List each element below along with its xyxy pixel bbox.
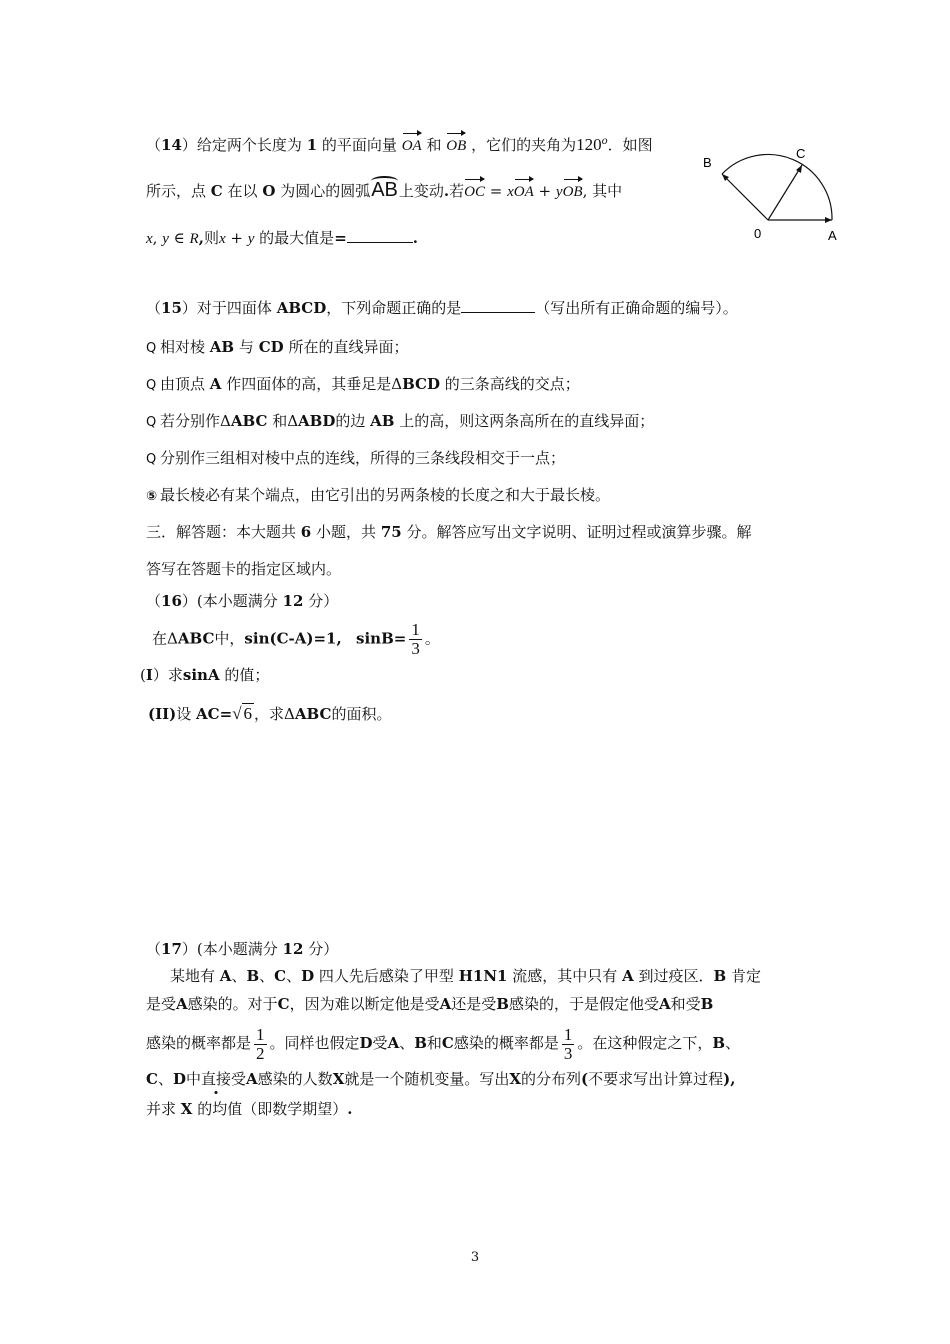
text: 与: [238, 338, 254, 356]
q17-header: [146, 938, 338, 960]
q15-item-4: [146, 447, 565, 469]
text: 的三条高线的交点；: [444, 375, 580, 393]
random-variable-x: X: [180, 1100, 193, 1118]
text: 分别作三组相对棱中点的连线，所得的三条线段相交于一点；: [160, 449, 566, 467]
fraction-one-third: [409, 621, 422, 658]
part-number: I: [145, 666, 153, 684]
comma: ,: [582, 182, 588, 200]
question-number: 15: [161, 299, 182, 317]
label-o: 0: [754, 226, 762, 241]
text: 。同样也假定: [269, 1034, 360, 1052]
person-c: C: [274, 967, 287, 985]
answer-blank[interactable]: [347, 228, 413, 243]
text: 作四面体的高，其垂足是: [226, 375, 392, 393]
text: ）求: [152, 666, 183, 684]
edge-cd: CD: [258, 338, 284, 356]
q16-part1: [140, 664, 269, 686]
numerator: 1: [256, 1024, 265, 1044]
q17-line5: [146, 1098, 352, 1120]
text: ）给定两个长度为: [181, 136, 302, 154]
text: 为圆心的圆弧: [280, 182, 371, 200]
triangle-bcd: BCD: [402, 375, 440, 393]
text: 。在这种假定之下，: [577, 1034, 713, 1052]
segment-ob: [722, 174, 768, 220]
number: 1: [306, 136, 318, 154]
text: （: [146, 940, 162, 958]
comma: ,: [152, 229, 163, 247]
person-d: D: [359, 1034, 373, 1052]
person-a: A: [219, 967, 232, 985]
edge-ab: AB: [370, 412, 395, 430]
item-marker: Q: [146, 378, 157, 393]
denominator: 2: [256, 1043, 265, 1063]
text: 其中: [587, 182, 623, 200]
segment-oc: [768, 165, 802, 220]
text: .: [443, 182, 450, 200]
triangle-abc: ABC: [230, 412, 268, 430]
triangle-abc: ABC: [177, 629, 215, 648]
person-c: C: [441, 1034, 454, 1052]
point-a: A: [209, 375, 222, 393]
score: 12: [282, 592, 304, 610]
question-number: 16: [161, 592, 182, 610]
q14-line1: [146, 131, 653, 157]
text: （: [146, 299, 162, 317]
equals: =: [334, 229, 347, 247]
arc-ab-curve: [722, 154, 832, 220]
q15-item-1: [146, 336, 408, 358]
ac-label: AC=: [196, 705, 233, 723]
person-a: A: [659, 995, 671, 1013]
sina: sinA: [182, 666, 220, 684]
vector-oc: OC: [464, 181, 485, 203]
text: 到过疫区．: [638, 967, 714, 985]
text: ）(本小题满分: [181, 592, 278, 610]
text: （写出所有正确命题的编号）。: [535, 299, 738, 317]
text: 、: [286, 967, 302, 985]
person-c: C: [146, 1070, 158, 1088]
q15-item-3: [146, 410, 654, 432]
text: 相对棱: [160, 338, 206, 356]
triangle-symbol: Δ: [220, 412, 231, 430]
item-marker: Q: [146, 415, 157, 430]
text: 感染的概率都是: [146, 1034, 252, 1052]
period: .: [347, 1100, 353, 1118]
text: 、: [259, 967, 275, 985]
paren-open: (: [581, 1070, 589, 1088]
text: 还是受: [451, 995, 497, 1013]
person-b: B: [496, 995, 509, 1013]
var-x: x: [218, 231, 226, 247]
emphasized-word: 直接: [201, 1070, 232, 1088]
text: 和: [272, 412, 288, 430]
text: 的均值（即数学期望）: [197, 1100, 348, 1118]
text: 的最大值是: [254, 229, 335, 247]
q17-line4: [146, 1068, 735, 1090]
edge-ab: AB: [209, 338, 235, 356]
point-c: C: [210, 182, 223, 200]
var-y: y: [555, 184, 563, 200]
text: 、: [231, 967, 247, 985]
text: 三．解答题：本大题共: [146, 523, 297, 541]
person-a: A: [622, 967, 634, 985]
equals: =: [485, 182, 508, 200]
denominator: 3: [411, 639, 420, 658]
text: 感染的，于是假定他受: [508, 995, 659, 1013]
var-x: x: [146, 231, 153, 247]
text: 和: [426, 1034, 442, 1052]
text: 的平面向量: [321, 136, 397, 154]
person-d: D: [172, 1070, 186, 1088]
text: 就是一个随机变量。写出: [344, 1070, 510, 1088]
text: 感染的人数: [257, 1070, 333, 1088]
triangle-symbol: Δ: [391, 375, 403, 393]
person-a: A: [176, 995, 188, 1013]
vector-oa: OA: [402, 135, 422, 157]
plus: +: [225, 229, 248, 247]
item-marker: Q: [146, 452, 157, 467]
vector-oa: OA: [514, 181, 534, 203]
text: 上变动: [398, 182, 444, 200]
text: 受: [231, 1070, 247, 1088]
item-marker: ⑤: [146, 489, 158, 504]
text: 四人先后感染了甲型: [318, 967, 454, 985]
triangle-symbol: Δ: [287, 412, 299, 430]
part-number: (II): [148, 705, 177, 723]
var-y: y: [162, 231, 169, 247]
text: 分）: [308, 940, 339, 958]
question-number: 14: [161, 136, 182, 154]
text: 是受: [146, 995, 177, 1013]
person-a: A: [387, 1034, 400, 1052]
text: 设: [176, 705, 192, 723]
text: 在以: [227, 182, 258, 200]
arrow-a: [825, 217, 832, 223]
numerator: 1: [411, 620, 420, 639]
text: ）对于四面体: [181, 299, 272, 317]
text: 、: [157, 1070, 173, 1088]
section3-line2: 答写在答题卡的指定区域内。: [146, 560, 342, 578]
q16-given: [152, 621, 440, 658]
q15-item-2: [146, 373, 580, 395]
person-b: B: [713, 967, 727, 985]
text: 并求: [146, 1100, 177, 1118]
text: 、: [725, 1034, 741, 1052]
angle-value: 120: [576, 135, 602, 154]
text: 的分布列: [520, 1070, 581, 1088]
text: ，求: [254, 705, 285, 723]
paren-close: ): [723, 1070, 731, 1088]
label-a: A: [828, 228, 837, 243]
label-c: C: [796, 146, 806, 161]
text: ，它们的夹角为: [471, 136, 577, 154]
text: ）(本小题满分: [181, 940, 278, 958]
q15-stem: [146, 297, 738, 319]
q15-item-5: [146, 484, 610, 506]
person-b: B: [414, 1034, 427, 1052]
text: ．如图: [607, 136, 653, 154]
var-y: y: [247, 231, 255, 247]
q16-header: [146, 590, 338, 612]
answer-blank[interactable]: [461, 298, 535, 313]
person-c: C: [277, 995, 290, 1013]
text: 感染的概率都是: [453, 1034, 559, 1052]
section3-line1: [146, 521, 751, 543]
text: 在: [152, 629, 168, 648]
arc-ab: AB: [371, 179, 398, 201]
sqrt-six: √ 6: [232, 704, 253, 723]
text: （: [146, 136, 162, 154]
random-variable-x: X: [509, 1070, 521, 1088]
text: ，因为难以断定他是受: [289, 995, 440, 1013]
person-a: A: [246, 1070, 258, 1088]
text: 分。解答应写出文字说明、证明过程或演算步骤。解: [406, 523, 752, 541]
person-a: A: [439, 995, 452, 1013]
vector-ob: OB: [446, 135, 466, 157]
text: 所在的直线异面；: [288, 338, 409, 356]
text: 中: [185, 1070, 201, 1088]
text: (: [140, 666, 146, 684]
comma: ,: [198, 229, 204, 247]
number: 6: [300, 523, 312, 541]
person-b: B: [712, 1034, 726, 1052]
var-x: x: [507, 184, 514, 200]
text: 由顶点: [160, 375, 206, 393]
set-r: R: [189, 231, 199, 247]
q14-line2: [146, 179, 622, 203]
radicand: 6: [243, 704, 253, 723]
tetrahedron-name: ABCD: [276, 299, 327, 317]
point-o: O: [262, 182, 276, 200]
text: 。: [424, 629, 440, 648]
arrow-c: [796, 165, 802, 173]
page-number: 3: [470, 1250, 480, 1265]
text: 若分别作: [160, 412, 221, 430]
text: 和: [426, 136, 442, 154]
text: 小题，共: [316, 523, 377, 541]
score: 12: [282, 940, 304, 958]
element-of: ∈: [168, 229, 190, 247]
text: 、: [399, 1034, 415, 1052]
label-b: B: [703, 155, 712, 170]
text: 则: [203, 229, 219, 247]
text: 感染的。对于: [187, 995, 278, 1013]
text: 中，: [214, 629, 245, 648]
text: 和受: [670, 995, 701, 1013]
text: 上的高，则这两条高所在的直线异面；: [399, 412, 655, 430]
question-number: 17: [161, 940, 182, 958]
q16-part2: [148, 703, 391, 725]
item-marker: Q: [146, 341, 157, 356]
fraction-one-third: [562, 1026, 575, 1063]
fraction-one-half: [254, 1026, 267, 1063]
sinb-label: sinB=: [356, 629, 407, 648]
numerator: 1: [563, 1024, 573, 1044]
text: 的边: [335, 412, 366, 430]
text: 的面积。: [331, 705, 392, 723]
q17-line1: [170, 965, 761, 987]
triangle-abc: ABC: [294, 705, 332, 723]
text: ，下列命题正确的是: [326, 299, 462, 317]
text: 所示，点: [146, 182, 207, 200]
virus-name: H1N1: [458, 967, 508, 985]
comma: ,: [730, 1070, 736, 1088]
person-b: B: [246, 967, 260, 985]
q17-line2: [146, 993, 713, 1015]
text: 不要求写出计算过程: [588, 1070, 724, 1088]
q17-line3: [146, 1025, 740, 1063]
person-b: B: [700, 995, 714, 1013]
text: 最长棱必有某个端点，由它引出的另两条棱的长度之和大于最长棱。: [160, 486, 611, 504]
vector-ob: OB: [563, 181, 583, 203]
text: 某地有: [170, 967, 216, 985]
number: 75: [380, 523, 402, 541]
text: 流感，其中只有: [512, 967, 618, 985]
condition-sin: sin(C-A)=1,: [244, 629, 342, 648]
q14-line3: [146, 227, 418, 250]
vector-diagram: [700, 145, 845, 250]
text: （: [146, 592, 162, 610]
text: 若: [449, 182, 465, 200]
text: 的值；: [224, 666, 270, 684]
text: 受: [372, 1034, 388, 1052]
text: 肯定: [730, 967, 761, 985]
triangle-symbol: Δ: [167, 629, 178, 648]
random-variable-x: X: [332, 1070, 345, 1088]
denominator: 3: [563, 1043, 573, 1063]
period: .: [412, 229, 418, 247]
degree-mark: o: [601, 136, 608, 147]
triangle-symbol: Δ: [284, 705, 295, 723]
triangle-abd: ABD: [298, 412, 336, 430]
plus: +: [533, 182, 556, 200]
person-d: D: [301, 967, 315, 985]
text: 分）: [308, 592, 339, 610]
